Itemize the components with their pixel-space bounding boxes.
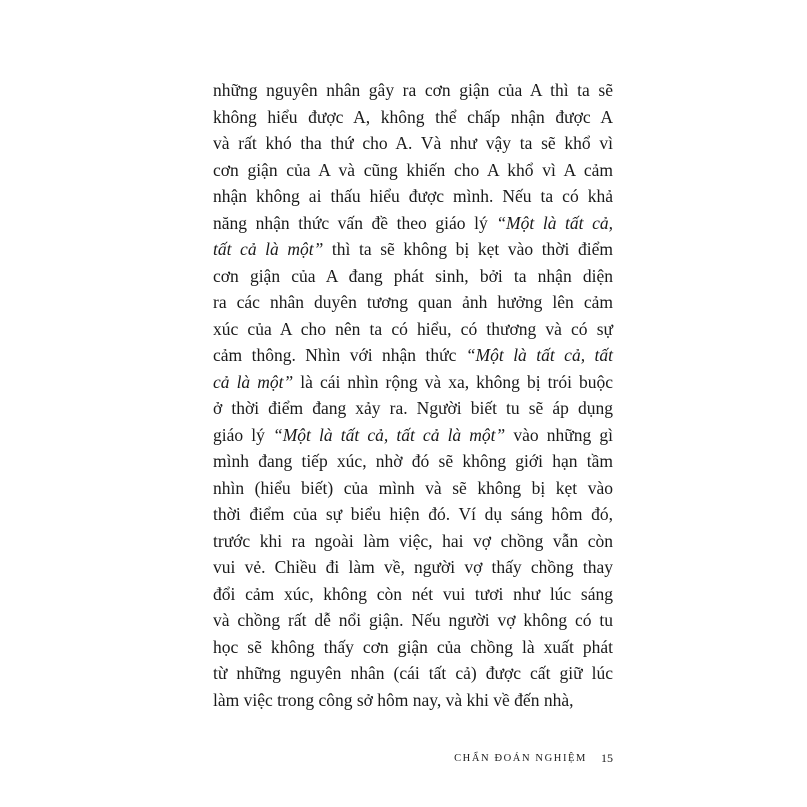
text-line: [213, 528, 613, 555]
text-segment: những nguyên nhân gây ra cơn giận của A thì ta sẽ: [213, 80, 613, 100]
text-line: [213, 342, 613, 369]
text-segment: nhận không ai thấu hiểu được mình. Nếu ta có khả: [213, 186, 613, 206]
text-line: [213, 104, 613, 131]
text-line: [213, 581, 613, 608]
text-line: [213, 475, 613, 502]
text-line: [213, 289, 613, 316]
text-line: [213, 316, 613, 343]
text-segment: năng nhận thức vấn đề theo giáo lý: [213, 212, 497, 233]
text-segment: giáo lý: [213, 424, 273, 445]
text-segment: nhìn (hiểu biết) của mình và sẽ không bị kẹt vào: [213, 477, 613, 498]
text-segment: và chồng rất dễ nổi giận. Nếu người vợ không có tu: [213, 610, 613, 630]
text-segment: vui vẻ. Chiều đi làm về, người vợ thấy chồng thay: [213, 557, 613, 577]
text-segment: và rất khó tha thứ cho A. Và như vậy ta sẽ khổ vì: [213, 133, 613, 153]
text-line: [213, 422, 613, 449]
text-line: [213, 501, 613, 528]
text-segment: vào những gì: [505, 424, 613, 445]
text-line: [213, 77, 613, 104]
text-line: [213, 554, 613, 581]
text-segment: thời điểm của sự biểu hiện đó. Ví dụ sáng hôm đó,: [213, 504, 613, 524]
text-line: [213, 210, 613, 237]
text-line: [213, 634, 613, 661]
quote-segment: “Một là tất cả,: [496, 212, 613, 233]
body-text: [213, 77, 613, 713]
text-line: [213, 183, 613, 210]
running-title: CHẨN ĐOÁN NGHIỆM: [454, 752, 587, 764]
text-segment: thì ta sẽ không bị kẹt vào thời điểm: [323, 239, 613, 259]
text-segment: ra các nhân duyên tương quan ảnh hưởng lên cảm: [213, 292, 613, 312]
page-footer: [453, 748, 613, 768]
text-segment: học sẽ không thấy cơn giận của chồng là xuất phát: [213, 636, 613, 657]
text-segment: cơn giận của A và cũng khiến cho A khổ vì A cảm: [213, 159, 613, 180]
text-segment: ở thời điểm đang xảy ra. Người biết tu sẽ áp dụng: [213, 398, 613, 418]
text-line: [213, 157, 613, 184]
text-segment: mình đang tiếp xúc, nhờ đó sẽ không giới hạn tầm: [213, 451, 613, 471]
text-segment: đổi cảm xúc, không còn nét vui tươi như lúc sáng: [213, 583, 613, 604]
text-segment: trước khi ra ngoài làm việc, hai vợ chồng vẫn còn: [213, 530, 613, 551]
text-line: [213, 236, 613, 263]
text-segment: xúc của A cho nên ta có hiểu, có thương và có sự: [213, 318, 613, 339]
text-segment: làm việc trong công sở hôm nay, và khi về đến nhà,: [213, 689, 574, 710]
text-line: [213, 607, 613, 634]
text-segment: từ những nguyên nhân (cái tất cả) được cất giữ lúc: [213, 663, 613, 683]
text-segment: cảm thông. Nhìn với nhận thức: [213, 345, 466, 365]
text-segment: là cái nhìn rộng và xa, không bị trói buộc: [293, 371, 613, 392]
quote-segment: cả là một”: [213, 371, 294, 392]
text-line: [213, 369, 613, 396]
text-line: [213, 395, 613, 422]
text-line: [213, 687, 613, 714]
quote-segment: tất cả là một”: [213, 239, 324, 259]
page-number: 15: [601, 750, 613, 765]
text-segment: không hiểu được A, không thể chấp nhận được A: [213, 106, 613, 127]
text-line: [213, 130, 613, 157]
quote-segment: “Một là tất cả, tất cả là một”: [272, 424, 506, 445]
text-segment: cơn giận của A đang phát sinh, bởi ta nhận diện: [213, 265, 613, 286]
text-line: [213, 448, 613, 475]
text-line: [213, 660, 613, 687]
text-line: [213, 263, 613, 290]
quote-segment: “Một là tất cả, tất: [465, 345, 613, 365]
